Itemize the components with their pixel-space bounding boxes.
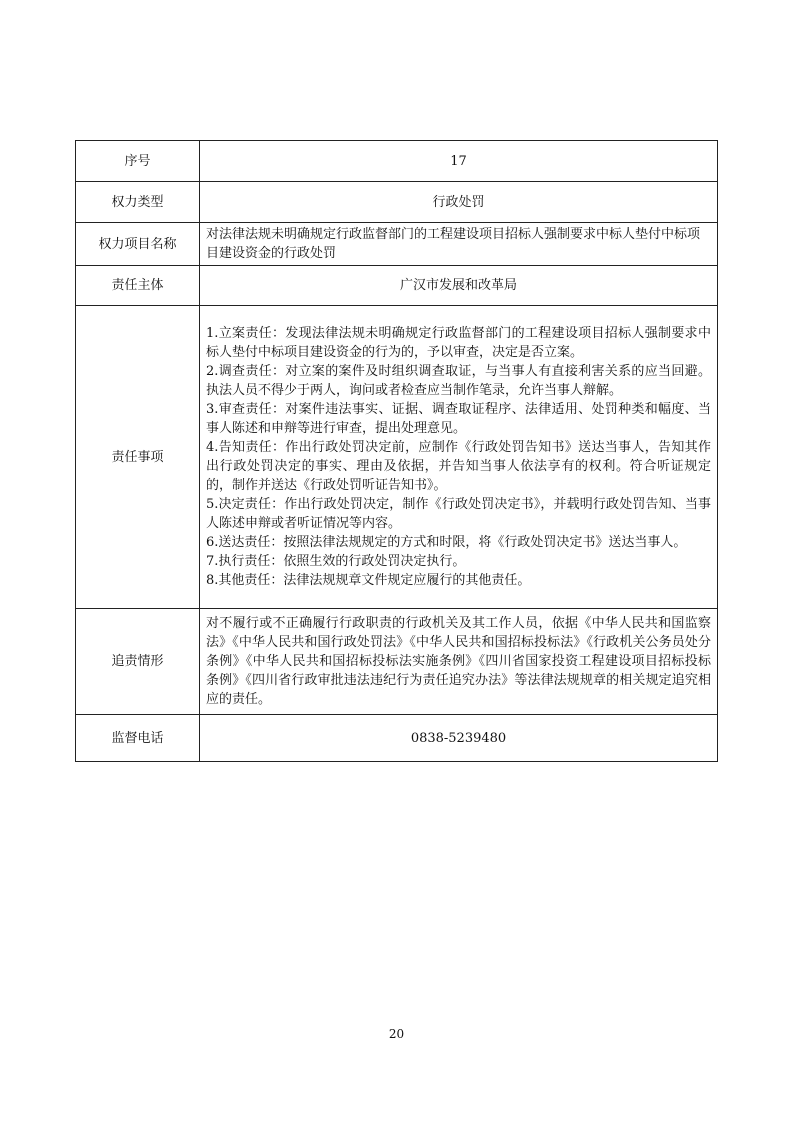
table-row-accountability	[76, 609, 718, 715]
page-number: 20	[388, 1027, 405, 1041]
duty-item-investigation: 2.调查责任：对立案的案件及时组织调查取证，与当事人有直接利害关系的应当回避。执法人员不得少于两人，询问或者检查应当制作笔录，允许当事人辩解。	[206, 364, 711, 398]
duty-item-other: 8.其他责任：法律法规规章文件规定应履行的其他责任。	[206, 573, 531, 588]
table-row-hotline	[76, 715, 718, 762]
row-value-duties	[200, 306, 718, 609]
row-label-responsible-body: 责任主体	[76, 266, 200, 306]
row-value-power-name: 对法律法规未明确规定行政监督部门的工程建设项目招标人强制要求中标人垫付中标项目建设资金的行政处罚	[200, 223, 718, 266]
duty-item-delivery: 6.送达责任：按照法律法规规定的方式和时限，将《行政处罚决定书》送达当事人。	[206, 535, 687, 550]
row-value-accountability: 对不履行或不正确履行行政职责的行政机关及其工作人员，依据《中华人民共和国监察法》《中华人民共和国行政处罚法》《中华人民共和国招标投标法》《行政机关公务员处分条例》《中华人民共和国招标投标法实施条例》《四川省国家投资工程建设项目招标投标条例》《四川省行政审批违法违纪行为责任追究办法》等法律法规规章的相关规定追究相应的责任。	[200, 609, 718, 715]
duty-item-filing: 1.立案责任：发现法律法规未明确规定行政监督部门的工程建设项目招标人强制要求中标人垫付中标项目建设资金的行为的，予以审查，决定是否立案。	[206, 326, 711, 360]
duty-item-notification: 4.告知责任：作出行政处罚决定前，应制作《行政处罚告知书》送达当事人，告知其作出行政处罚决定的事实、理由及依据，并告知当事人依法享有的权利。符合听证规定的，制作并送达《行政处罚听证告知书》。	[206, 440, 711, 493]
table-row-duties	[76, 306, 718, 609]
table-row-power-type	[76, 182, 718, 223]
row-label-hotline: 监督电话	[76, 715, 200, 762]
row-label-duties: 责任事项	[76, 306, 200, 609]
row-value-serial: 17	[200, 141, 718, 182]
power-list-table	[75, 140, 718, 762]
row-label-serial: 序号	[76, 141, 200, 182]
row-label-power-type: 权力类型	[76, 182, 200, 223]
row-label-accountability: 追责情形	[76, 609, 200, 715]
row-value-responsible-body: 广汉市发展和改革局	[200, 266, 718, 306]
duty-item-review: 3.审查责任：对案件违法事实、证据、调查取证程序、法律适用、处罚种类和幅度、当事人陈述和申辩等进行审查，提出处理意见。	[206, 402, 711, 436]
duty-item-decision: 5.决定责任：作出行政处罚决定，制作《行政处罚决定书》，并载明行政处罚告知、当事人陈述申辩或者听证情况等内容。	[206, 497, 711, 531]
row-label-power-name: 权力项目名称	[76, 223, 200, 266]
row-value-hotline: 0838-5239480	[200, 715, 718, 762]
duty-item-enforcement: 7.执行责任：依照生效的行政处罚决定执行。	[206, 554, 466, 569]
table-row-serial	[76, 141, 718, 182]
table-row-power-name	[76, 223, 718, 266]
table-row-responsible-body	[76, 266, 718, 306]
row-value-power-type: 行政处罚	[200, 182, 718, 223]
